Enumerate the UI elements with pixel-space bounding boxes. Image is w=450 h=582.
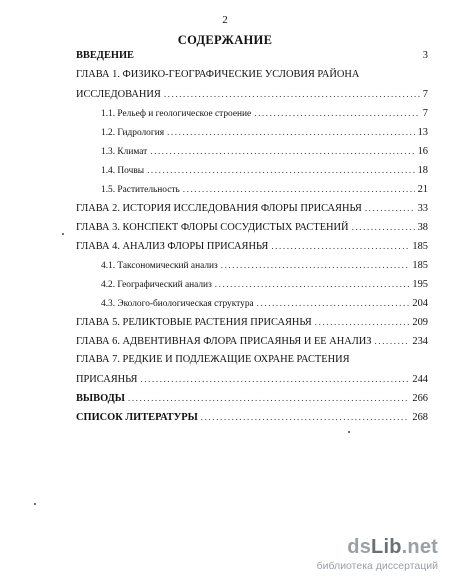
logo-lib: Lib [371,536,402,558]
toc-entry-chapter-1[interactable] [76,67,428,83]
toc-leader [375,333,410,349]
toc-entry-1-3[interactable] [101,143,428,159]
toc-entry-4-1[interactable] [101,257,428,273]
toc-entry-label: 1.1. Рельеф и геологическое строение [101,109,252,119]
toc-entry-page: 244 [412,374,428,385]
toc-entry-page: 266 [412,393,428,404]
toc-leader [221,257,410,273]
toc-entry-label: 1.2. Гидрология [101,128,165,138]
toc-leader [315,314,410,330]
toc-entry-page: 7 [422,108,428,119]
toc-entry-chapter-5[interactable] [76,314,428,330]
toc-entry-references[interactable] [76,409,428,425]
toc-entry-page: 3 [422,50,428,61]
toc-entry-1-2[interactable] [101,124,428,140]
watermark-tagline: библиотека диссертаций [316,560,438,572]
toc-leader [167,124,415,140]
toc-entry-label: ВЫВОДЫ [76,393,125,404]
toc-leader [352,219,415,235]
toc-leader [201,409,410,425]
toc-entry-page: 195 [412,279,428,290]
toc-leader [365,200,415,216]
toc-entry-label: ПРИСАЯНЬЯ [76,374,138,385]
toc-entry-page: 204 [412,298,428,309]
toc-entry-chapter-7[interactable] [76,352,428,368]
toc-entry-page: 185 [412,241,428,252]
toc-entry-page: 185 [412,260,428,271]
toc-leader [147,162,415,178]
logo-ds: ds [347,536,372,558]
toc-entry-1-1[interactable] [101,105,428,121]
page-title: СОДЕРЖАНИЕ [177,33,273,47]
toc-entry-label: 1.5. Растительность [101,185,180,195]
toc-entry-conclusions[interactable] [76,390,428,406]
toc-entry-label: ИССЛЕДОВАНИЯ [76,89,161,100]
toc-entry-label: ГЛАВА 1. ФИЗИКО-ГЕОГРАФИЧЕСКИЕ УСЛОВИЯ РАЙОНА [76,69,360,80]
toc-entry-chapter-6[interactable] [76,333,428,349]
toc-entry-page: 18 [417,165,428,176]
toc-entry-label: ГЛАВА 7. РЕДКИЕ И ПОДЛЕЖАЩИЕ ОХРАНЕ РАСТЕНИЯ [76,354,350,365]
page-number: 2 [222,14,228,26]
toc-leader [164,86,420,102]
toc-entry-label: ГЛАВА 6. АДВЕНТИВНАЯ ФЛОРА ПРИСАЯНЬЯ И ЕЕ АНАЛИЗ [76,336,372,347]
toc-entry-page: 7 [422,89,428,100]
toc-entry-1-5[interactable] [101,181,428,197]
toc-leader [150,143,414,159]
toc-entry-page: 38 [417,222,428,233]
toc-entry-page: 16 [417,146,428,157]
toc-entry-chapter-1-cont[interactable] [76,86,428,102]
toc-entry-label: 4.1. Таксономический анализ [101,261,218,271]
toc-entry-label: 4.3. Эколого-биологическая структура [101,299,254,309]
toc-entry-introduction[interactable] [76,48,428,64]
toc-entry-chapter-2[interactable] [76,200,428,216]
toc-entry-page: 268 [412,412,428,423]
toc-entry-page: 33 [417,203,428,214]
toc-entry-4-2[interactable] [101,276,428,292]
dslib-logo [347,536,438,559]
toc-entry-chapter-7-cont[interactable] [76,371,428,387]
toc-entry-label: 4.2. Географический анализ [101,280,212,290]
toc-entry-chapter-4[interactable] [76,238,428,254]
toc-leader [140,371,409,387]
toc-leader [257,295,410,311]
toc-leader [271,238,409,254]
scan-speck [34,503,36,505]
toc-entry-page: 13 [417,127,428,138]
toc-entry-label: ГЛАВА 4. АНАЛИЗ ФЛОРЫ ПРИСАЯНЬЯ [76,241,269,252]
toc-entry-page: 234 [412,336,428,347]
toc-leader [215,276,410,292]
dslib-watermark [298,536,438,574]
toc-entry-page: 209 [412,317,428,328]
toc-entry-label: ВВЕДЕНИЕ [76,50,134,61]
toc-entry-label: ГЛАВА 5. РЕЛИКТОВЫЕ РАСТЕНИЯ ПРИСАЯНЬЯ [76,317,312,328]
toc-entry-4-3[interactable] [101,295,428,311]
toc-leader [254,105,420,121]
toc-entry-1-4[interactable] [101,162,428,178]
toc-entry-label: СПИСОК ЛИТЕРАТУРЫ [76,412,198,423]
toc-entry-chapter-3[interactable] [76,219,428,235]
logo-net: .net [401,536,438,558]
scan-speck [348,431,350,433]
toc-leader [183,181,415,197]
toc-leader [128,390,409,406]
toc-entry-label: 1.4. Почвы [101,166,145,176]
toc-entry-label: ГЛАВА 3. КОНСПЕКТ ФЛОРЫ СОСУДИСТЫХ РАСТЕНИЙ [76,222,349,233]
scan-speck [62,233,64,235]
toc-entry-label: ГЛАВА 2. ИСТОРИЯ ИССЛЕДОВАНИЯ ФЛОРЫ ПРИСАЯНЬЯ [76,203,362,214]
toc-entry-label: 1.3. Климат [101,147,148,157]
toc-entry-page: 21 [417,184,428,195]
